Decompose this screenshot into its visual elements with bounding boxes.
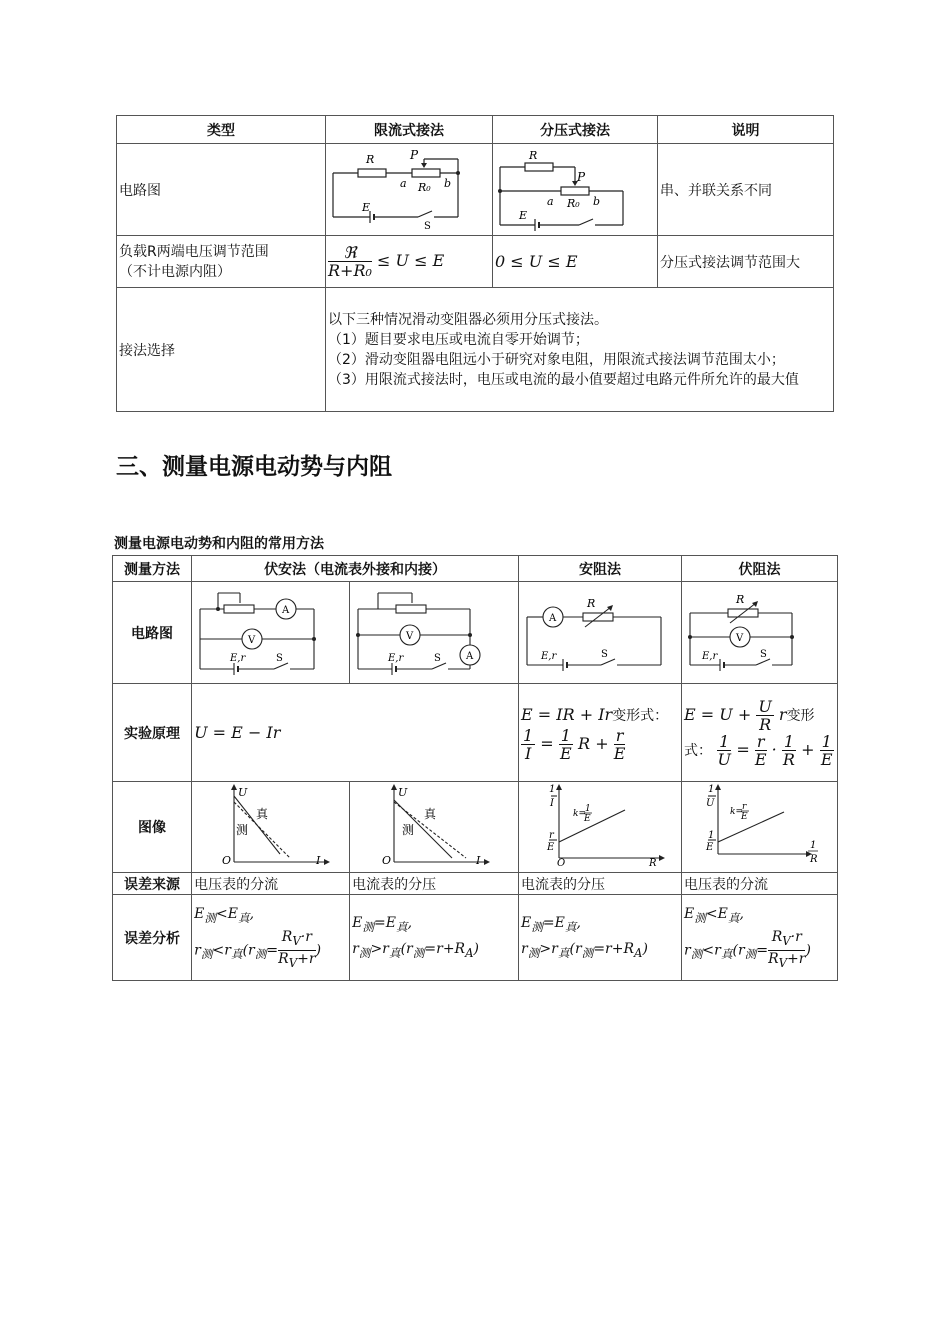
- svg-text:S: S: [601, 648, 608, 660]
- svg-text:真: 真: [424, 807, 437, 821]
- error-analysis-external: $E_测<E_真$, $r_测<r_真(r_测=$ $\frac{R_V\cdot r}{R_V+r}$ ): [192, 895, 350, 981]
- svg-text:R: R: [366, 152, 375, 166]
- svg-text:R: R: [587, 596, 596, 610]
- svg-text:V: V: [736, 632, 744, 644]
- header-notes: 说明: [658, 116, 834, 144]
- header-method: 测量方法: [113, 556, 192, 582]
- svg-text:S: S: [424, 220, 431, 231]
- ammeter-transformed: $\frac{1}{I}$ = $\frac{1}{E}$ R + $\frac{r}{E}$: [523, 725, 626, 763]
- svg-text:测: 测: [402, 823, 415, 837]
- header-voltammetry: 伏安法（电流表外接和内接）: [192, 556, 519, 582]
- voltmeter-equation: E = U + $\frac{U}{R}$ r: [684, 696, 787, 734]
- limiting-circuit-svg: [328, 145, 492, 231]
- svg-text:I: I: [476, 854, 481, 867]
- error-analysis-voltmeter: $E_测<E_真$, $r_测<r_真(r_测=$ $\frac{R_V\cdot r}{R_V+r}$ ): [682, 895, 838, 981]
- svg-text:1: 1: [708, 784, 715, 795]
- choice-line-4: （3）用限流式接法时，电压或电流的最小值要超过电路元件所允许的最大值: [328, 371, 799, 388]
- emf-methods-table: [112, 555, 838, 981]
- limiting-circuit-diagram: [326, 144, 493, 236]
- header-limiting: 限流式接法: [326, 116, 493, 144]
- svg-text:U: U: [238, 786, 248, 799]
- svg-text:U: U: [706, 798, 715, 809]
- svg-text:b: b: [593, 194, 601, 208]
- svg-text:A: A: [466, 650, 474, 662]
- voltammetry-external-circuit: [192, 582, 350, 684]
- svg-text:R₀: R₀: [567, 196, 580, 210]
- graph-voltmeter: [682, 782, 838, 873]
- graph-external-svg: [194, 782, 348, 868]
- section-heading: 三、测量电源电动势与内阻: [116, 454, 392, 480]
- choice-line-1: 以下三种情况滑动变阻器必须用分压式接法。: [328, 311, 608, 328]
- svg-text:S: S: [760, 648, 767, 660]
- circuit-note: 串、并联关系不同: [658, 144, 834, 236]
- error-analysis-ammeter: $E_测=E_真$, $r_测>r_真(r_测=r+R_A)$: [519, 895, 682, 981]
- ammeter-principle: E = IR + Ir变形式： $\frac{1}{I}$ = $\frac{1}{E}$ R + $\frac{r}{E}$: [519, 684, 682, 782]
- error-source-internal: 电流表的分压: [350, 873, 519, 895]
- limiting-range-formula: $\frac{\text{ℜ}}{\text{R+R₀}}$ ≤ U ≤ E: [326, 236, 493, 288]
- graph-voltmeter-svg: [684, 782, 836, 868]
- svg-text:1: 1: [549, 784, 556, 795]
- header-ammeter-resistor: 安阻法: [519, 556, 682, 582]
- choice-line-3: （2）滑动变阻器电阻远小于研究对象电阻，用限流式接法调节范围太小；: [328, 351, 785, 368]
- svg-text:E: E: [706, 842, 714, 853]
- svg-text:U: U: [398, 786, 408, 799]
- header-type: 类型: [117, 116, 326, 144]
- choice-label: 接法选择: [117, 288, 326, 412]
- ammeter-resistor-circuit: [519, 582, 682, 684]
- svg-text:k=: k=: [573, 809, 587, 819]
- svg-text:a: a: [400, 176, 407, 190]
- ammeter-equation: E = IR + Ir: [521, 704, 613, 724]
- svg-text:1: 1: [585, 804, 591, 814]
- svg-text:A: A: [549, 612, 557, 624]
- header-divider: 分压式接法: [493, 116, 658, 144]
- svg-text:E,r: E,r: [388, 652, 404, 664]
- range-label-line2: （不计电源内阻）: [119, 263, 231, 280]
- range-label-line1: 负载R两端电压调节范围: [119, 243, 269, 260]
- svg-text:V: V: [248, 634, 256, 646]
- choice-description: [326, 288, 834, 412]
- svg-text:真: 真: [256, 807, 269, 821]
- voltammetry-principle: U = E − Ir: [192, 684, 519, 782]
- svg-text:a: a: [547, 194, 554, 208]
- voltmeter-resistor-svg: [684, 583, 836, 679]
- svg-text:测: 测: [236, 823, 249, 837]
- svg-text:V: V: [406, 630, 414, 642]
- svg-text:O: O: [382, 854, 392, 867]
- svg-text:1: 1: [708, 830, 715, 841]
- limiting-fraction: $\frac{\text{ℜ}}{\text{R+R₀}}$: [328, 243, 372, 280]
- header-voltmeter-resistor: 伏阻法: [682, 556, 838, 582]
- svg-text:P: P: [410, 147, 419, 162]
- row-circuit-label: 电路图: [117, 144, 326, 236]
- svg-text:r: r: [742, 802, 747, 812]
- svg-text:r: r: [549, 830, 554, 841]
- divider-range-formula: 0 ≤ U ≤ E: [493, 236, 658, 288]
- svg-text:A: A: [282, 604, 290, 616]
- svg-text:E: E: [741, 812, 748, 822]
- voltammetry-internal-circuit: [350, 582, 519, 684]
- svg-text:R: R: [529, 148, 538, 162]
- svg-text:O: O: [557, 858, 566, 868]
- error-analysis-internal: $E_测=E_真$, $r_测>r_真(r_测=r+R_A)$: [350, 895, 519, 981]
- voltammetry-internal-svg: [352, 583, 516, 679]
- svg-text:R₀: R₀: [418, 180, 431, 194]
- svg-text:R: R: [810, 854, 818, 865]
- svg-text:I: I: [316, 854, 321, 867]
- svg-text:R: R: [736, 592, 745, 606]
- range-note: 分压式接法调节范围大: [658, 236, 834, 288]
- svg-text:R: R: [649, 858, 657, 868]
- svg-text:E,r: E,r: [230, 652, 246, 664]
- divider-circuit-svg: [495, 145, 657, 231]
- svg-text:E,r: E,r: [541, 650, 557, 662]
- svg-text:E: E: [362, 200, 371, 214]
- graph-external: [192, 782, 350, 873]
- svg-text:S: S: [434, 652, 441, 664]
- comparison-table-rheostat: [116, 115, 834, 412]
- svg-text:k=: k=: [730, 807, 744, 817]
- svg-text:E: E: [584, 814, 591, 824]
- graph-internal: [350, 782, 519, 873]
- principle-label: 实验原理: [113, 684, 192, 782]
- svg-text:E: E: [547, 842, 555, 853]
- graph-label: 图像: [113, 782, 192, 873]
- voltammetry-external-svg: [194, 583, 348, 679]
- graph-ammeter: [519, 782, 682, 873]
- error-source-voltmeter: 电压表的分流: [682, 873, 838, 895]
- svg-text:E: E: [519, 208, 528, 222]
- error-analysis-label: 误差分析: [113, 895, 192, 981]
- voltmeter-transformed: $\frac{1}{U}$ = $\frac{r}{E}$ · $\frac{1}{R}$ + $\frac{1}{E}$: [717, 731, 833, 769]
- svg-text:P: P: [577, 169, 586, 184]
- svg-text:E,r: E,r: [702, 650, 718, 662]
- error-source-external: 电压表的分流: [192, 873, 350, 895]
- graph-ammeter-svg: [521, 782, 681, 868]
- voltmeter-principle: E = U + $\frac{U}{R}$ r变形 式： $\frac{1}{U}$ = $\frac{r}{E}$ · $\frac{1}{R}$ + $\frac{1}{E}$: [682, 684, 838, 782]
- svg-text:I: I: [550, 798, 554, 809]
- svg-text:O: O: [222, 854, 232, 867]
- range-label: [117, 236, 326, 288]
- divider-circuit-diagram: [493, 144, 658, 236]
- error-source-label: 误差来源: [113, 873, 192, 895]
- table2-caption: 测量电源电动势和内阻的常用方法: [114, 536, 324, 552]
- row-circuit-label: 电路图: [113, 582, 192, 684]
- ammeter-resistor-svg: [521, 583, 681, 679]
- error-source-ammeter: 电流表的分压: [519, 873, 682, 895]
- svg-text:b: b: [444, 176, 452, 190]
- voltmeter-resistor-circuit: [682, 582, 838, 684]
- choice-line-2: （1）题目要求电压或电流自零开始调节；: [328, 331, 589, 348]
- svg-text:S: S: [276, 652, 283, 664]
- svg-text:1: 1: [810, 840, 817, 851]
- graph-internal-svg: [352, 782, 516, 868]
